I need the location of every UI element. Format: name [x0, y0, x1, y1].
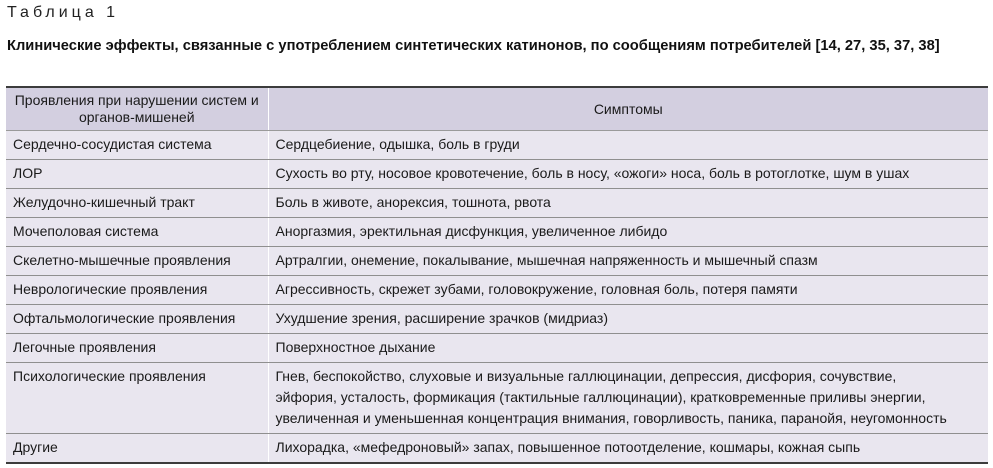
system-cell: ЛОР — [6, 160, 268, 189]
symptoms-line: Поверхностное дыхание — [275, 339, 436, 355]
system-cell: Легочные проявления — [6, 334, 268, 363]
table-row — [6, 276, 988, 305]
system-cell: Офтальмологические проявления — [6, 305, 268, 334]
symptoms-cell — [268, 247, 988, 276]
symptoms-line: Лихорадка, «мефедроновый» запах, повышенное потоотделение, кошмары, кожная сыпь — [275, 439, 861, 455]
symptoms-line: Ухудшение зрения, расширение зрачков (мидриаз) — [275, 310, 609, 326]
symptoms-cell — [268, 363, 988, 434]
symptoms-line: Агрессивность, скрежет зубами, головокружение, головная боль, потеря памяти — [275, 281, 798, 297]
system-cell: Желудочно-кишечный тракт — [6, 189, 268, 218]
symptoms-line: эйфория, усталость, формикация (тактильные галлюцинации), кратковременные приливы энергии, — [275, 389, 926, 405]
symptoms-line: Аноргазмия, эректильная дисфункция, увеличенное либидо — [275, 223, 668, 239]
table-row — [6, 218, 988, 247]
table-row — [6, 334, 988, 363]
table-row — [6, 363, 988, 434]
table-row — [6, 131, 988, 160]
symptoms-line: увеличенная и уменьшенная концентрация внимания, говорливость, паника, паранойя, неугомонность — [275, 410, 947, 426]
symptoms-cell — [268, 160, 988, 189]
table-body — [6, 131, 988, 464]
system-cell: Другие — [6, 434, 268, 464]
symptoms-cell — [268, 305, 988, 334]
system-cell: Психологические проявления — [6, 363, 268, 434]
system-cell: Неврологические проявления — [6, 276, 268, 305]
header-systems: Проявления при нарушении систем и органов-мишеней — [6, 87, 268, 131]
header-symptoms: Симптомы — [268, 87, 988, 131]
table-row — [6, 247, 988, 276]
symptoms-cell — [268, 189, 988, 218]
table-number-label: Таблица 1 — [7, 4, 120, 21]
effects-table — [6, 86, 988, 464]
symptoms-line: Артралгии, онемение, покалывание, мышечная напряженность и мышечный спазм — [275, 252, 818, 268]
table-row — [6, 305, 988, 334]
table-header-row — [6, 87, 988, 131]
symptoms-line: Сухость во рту, носовое кровотечение, боль в носу, «ожоги» носа, боль в ротоглотке, шум в ушах — [275, 165, 910, 181]
symptoms-cell — [268, 434, 988, 464]
table-row — [6, 434, 988, 464]
system-cell: Мочеполовая система — [6, 218, 268, 247]
symptoms-cell — [268, 334, 988, 363]
system-cell: Сердечно-сосудистая система — [6, 131, 268, 160]
symptoms-cell — [268, 276, 988, 305]
symptoms-line: Сердцебиение, одышка, боль в груди — [275, 136, 520, 152]
system-cell: Скелетно-мышечные проявления — [6, 247, 268, 276]
symptoms-cell — [268, 131, 988, 160]
table-row — [6, 160, 988, 189]
symptoms-line: Гнев, беспокойство, слуховые и визуальные галлюцинации, депрессия, дисфория, сочувствие, — [275, 368, 897, 384]
symptoms-line: Боль в животе, анорексия, тошнота, рвота — [275, 194, 551, 210]
symptoms-cell — [268, 218, 988, 247]
table-row — [6, 189, 988, 218]
table-caption: Клинические эффекты, связанные с употреблением синтетических катинонов, по сообщениям потребителей [14, 27, 35, 37, 38] — [7, 37, 940, 54]
